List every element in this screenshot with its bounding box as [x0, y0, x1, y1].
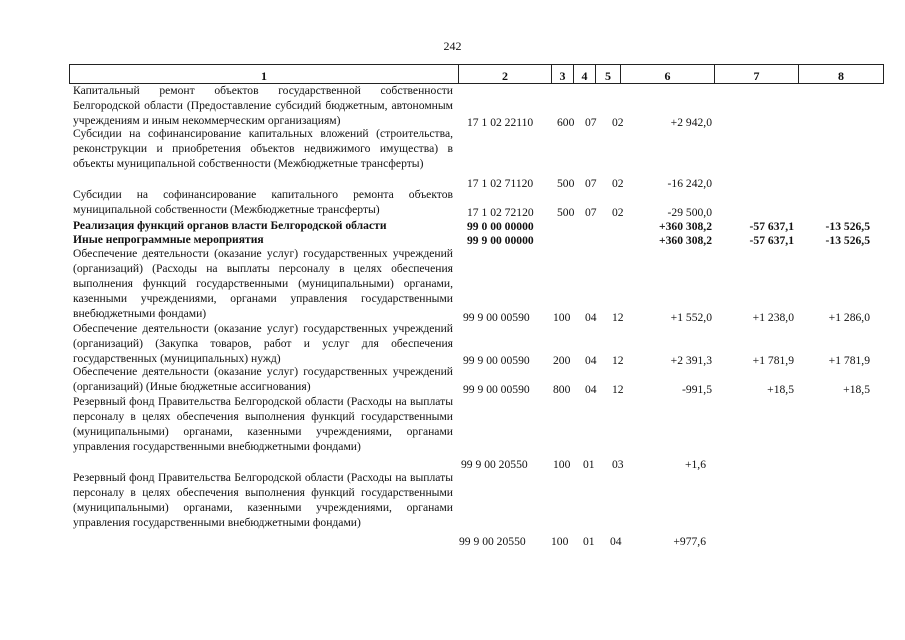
row-code: 17 1 02 71120 — [467, 177, 534, 190]
header-col-3: 3 — [551, 65, 573, 83]
row-col-6: -29 500,0 — [667, 206, 712, 219]
row-col-4: 07 — [585, 177, 597, 190]
row-description: Резервный фонд Правительства Белгородской области (Расходы на выплаты персоналу в целях обеспечения выполнения функций государственными (муниципальными) органами, казенными учреждениями, органами управления государственными внебюджетными фондами) — [73, 471, 453, 529]
header-col-8: 8 — [798, 65, 883, 83]
row-col-6: +2 391,3 — [670, 354, 712, 367]
row-col-6: -991,5 — [682, 383, 712, 396]
row-col-7: +1 238,0 — [752, 311, 794, 324]
row-col-7: -57 637,1 — [749, 220, 794, 233]
row-col-5: 04 — [610, 535, 622, 548]
row-col-6: +1 552,0 — [670, 311, 712, 324]
row-col-4: 04 — [585, 311, 597, 324]
row-col-5: 12 — [612, 354, 624, 367]
row-col-6: +360 308,2 — [659, 220, 712, 233]
header-col-7: 7 — [714, 65, 798, 83]
row-col-8: -13 526,5 — [825, 220, 870, 233]
row-col-3: 100 — [551, 535, 569, 548]
header-col-1: 1 — [261, 69, 267, 83]
row-col-8: +1 781,9 — [828, 354, 870, 367]
row-description: Субсидии на софинансирование капитального ремонта объектов муниципальной собственности (Межбюджетные трансферты) — [73, 188, 453, 216]
row-col-5: 12 — [612, 311, 624, 324]
row-col-3: 100 — [553, 311, 571, 324]
row-col-8: +1 286,0 — [828, 311, 870, 324]
row-code: 17 1 02 72120 — [467, 206, 534, 219]
row-col-5: 03 — [612, 458, 624, 471]
row-code: 99 9 00 00590 — [463, 311, 530, 324]
row-code: 99 9 00 00590 — [463, 383, 530, 396]
row-description: Обеспечение деятельности (оказание услуг) государственных учреждений (организаций) (Иные бюджетные ассигнования) — [73, 365, 453, 393]
row-col-6: +1,6 — [684, 458, 706, 471]
row-col-5: 02 — [612, 177, 624, 190]
row-col-4: 01 — [583, 458, 595, 471]
row-col-4: 04 — [585, 383, 597, 396]
row-code: 99 9 00 00590 — [463, 354, 530, 367]
row-col-7: -57 637,1 — [749, 234, 794, 247]
row-col-3: 200 — [553, 354, 571, 367]
row-col-3: 100 — [553, 458, 571, 471]
row-col-7: +18,5 — [767, 383, 794, 396]
row-col-4: 07 — [585, 116, 597, 129]
row-code: 17 1 02 22110 — [467, 116, 534, 129]
row-col-4: 04 — [585, 354, 597, 367]
row-col-3: 500 — [557, 177, 575, 190]
row-col-6: -16 242,0 — [667, 177, 712, 190]
row-description: Субсидии на софинансирование капитальных вложений (строительства, реконструкции и приобретения объектов недвижимого имущества) в объекты муниципальной собственности (Межбюджетные трансферты) — [73, 127, 453, 170]
header-col-5: 5 — [595, 65, 620, 83]
row-description: Капитальный ремонт объектов государственной собственности Белгородской области (Предоставление субсидий бюджетным, автономным учреждениям и иным некоммерческим организациям) — [73, 84, 453, 127]
row-col-5: 02 — [612, 206, 624, 219]
row-col-6: +2 942,0 — [670, 116, 712, 129]
row-col-3: 800 — [553, 383, 571, 396]
row-col-5: 02 — [612, 116, 624, 129]
row-col-8: -13 526,5 — [825, 234, 870, 247]
row-code: 99 9 00 20550 — [459, 535, 526, 548]
header-col-4: 4 — [573, 65, 595, 83]
row-description: Резервный фонд Правительства Белгородской области (Расходы на выплаты персоналу в целях обеспечения выполнения функций государственными (муниципальными) органами, казенными учреждениями, органами управления государственными внебюджетными фондами) — [73, 395, 453, 453]
row-col-4: 07 — [585, 206, 597, 219]
page-number: 242 — [443, 39, 462, 53]
row-description: Обеспечение деятельности (оказание услуг) государственных учреждений (организаций) (Закупка товаров, работ и услуг для обеспечения государственных (муниципальных) нужд) — [73, 322, 453, 365]
row-col-7: +1 781,9 — [752, 354, 794, 367]
header-col-6: 6 — [620, 65, 714, 83]
row-col-5: 12 — [612, 383, 624, 396]
row-col-6: +360 308,2 — [659, 234, 712, 247]
row-col-6: +977,6 — [673, 535, 706, 548]
row-code: 99 0 00 00000 — [467, 220, 534, 233]
row-description: Иные непрограммные мероприятия — [73, 233, 264, 246]
row-col-3: 500 — [557, 206, 575, 219]
row-col-4: 01 — [583, 535, 595, 548]
row-col-3: 600 — [557, 116, 575, 129]
header-col-2: 2 — [458, 65, 551, 83]
row-description: Обеспечение деятельности (оказание услуг) государственных учреждений (организаций) (Расходы на выплаты персоналу в целях обеспечения выполнения функций государственными (муниципальными) органами, казенными учреждениями, органами управления государственными внебюджетными фондами) — [73, 247, 453, 320]
row-col-8: +18,5 — [843, 383, 870, 396]
row-code: 99 9 00 00000 — [467, 234, 534, 247]
row-code: 99 9 00 20550 — [461, 458, 528, 471]
row-description: Реализация функций органов власти Белгородской области — [73, 219, 387, 232]
